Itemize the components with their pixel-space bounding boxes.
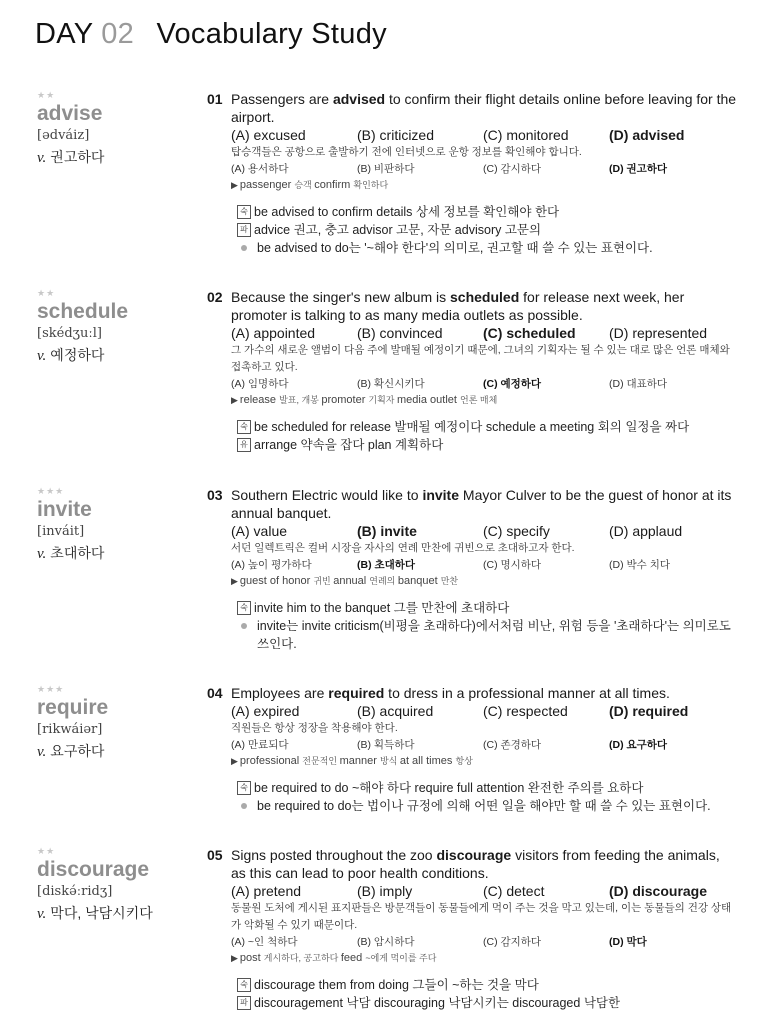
note-text: advice 권고, 충고 advisor 고문, 자문 advisory 고문의	[254, 223, 542, 237]
note-text: be scheduled for release 발매될 예정이다 schedule a meeting 회의 일정을 짜다	[254, 420, 690, 434]
question-number: 02	[207, 289, 223, 305]
note-tag-icon: 파	[237, 223, 251, 237]
answer-option: (C) detect	[483, 883, 545, 899]
definition	[37, 903, 202, 923]
answer-option: (D) applaud	[609, 523, 683, 539]
answer-option: (D) advised	[609, 127, 685, 143]
answer-option: (D) represented	[609, 325, 708, 341]
korean-option: (B) 획득하다	[357, 739, 415, 751]
vocab-notes	[207, 177, 737, 193]
answer-options	[207, 702, 737, 720]
usage-notes	[207, 976, 737, 1012]
vocab-word: professional	[239, 755, 303, 767]
answer-options	[207, 324, 737, 342]
vocab-meaning: 만찬	[440, 576, 459, 586]
pronunciation: [diskə́ːridʒ]	[37, 884, 113, 899]
importance-stars: ★★	[37, 288, 56, 298]
korean-options	[207, 557, 737, 573]
vocab-word: promoter	[321, 394, 369, 406]
usage-note	[237, 976, 737, 994]
word-panel	[37, 90, 202, 167]
answer-option: (A) excused	[231, 127, 306, 143]
vocab-notes	[207, 753, 737, 769]
vocab-meaning: 기획자	[368, 395, 398, 405]
part-of-speech: v.	[37, 150, 47, 166]
note-tag-icon: 숙	[237, 781, 251, 795]
usage-note	[237, 203, 737, 221]
question-panel	[207, 684, 737, 815]
vocab-meaning: 연례의	[369, 576, 398, 586]
korean-option: (D) 권고하다	[609, 163, 668, 175]
vocab-word: banquet	[397, 575, 441, 587]
question-panel	[207, 486, 737, 653]
vocab-meaning: 발표, 개봉	[279, 395, 322, 405]
keyword: scheduled	[450, 289, 520, 305]
answer-options	[207, 882, 737, 900]
korean-options	[207, 161, 737, 177]
meaning: 예정하다	[50, 347, 105, 363]
question	[207, 846, 737, 882]
bullet-icon	[241, 803, 247, 809]
part-of-speech: v.	[37, 546, 47, 562]
importance-stars: ★★	[37, 846, 56, 856]
arrow-icon: ▶	[231, 756, 238, 766]
korean-option: (D) 요구하다	[609, 739, 668, 751]
question-number: 01	[207, 91, 223, 107]
usage-notes	[207, 418, 737, 454]
vocab-word: confirm	[314, 179, 354, 191]
translation: 그 가수의 새로운 앨범이 다음 주에 발매될 예정이기 때문에, 그녀의 기획자는 될 수 있는 대로 많은 언론 매체와 접촉하고 있다.	[231, 344, 730, 373]
korean-option: (A) 만료되다	[231, 739, 289, 751]
note-tag-icon: 숙	[237, 420, 251, 434]
answer-option: (A) appointed	[231, 325, 316, 341]
usage-note	[237, 779, 737, 797]
word-panel	[37, 846, 202, 923]
answer-option: (C) scheduled	[483, 325, 576, 341]
page-title: Vocabulary Study	[156, 18, 387, 50]
note-tag-icon: 파	[237, 996, 251, 1010]
korean-option: (C) 명시하다	[483, 559, 542, 571]
question-panel	[207, 846, 737, 1012]
part-of-speech: v.	[37, 348, 47, 364]
pronunciation: [ədváiz]	[37, 128, 90, 143]
translation: 직원들은 항상 정장을 착용해야 한다.	[231, 722, 398, 734]
korean-option: (B) 초대하다	[357, 559, 416, 571]
headword: require	[37, 696, 109, 719]
usage-note	[237, 599, 737, 617]
answer-option: (D) required	[609, 703, 689, 719]
headword: invite	[37, 498, 92, 521]
question	[207, 486, 737, 522]
korean-option: (B) 확신시키다	[357, 378, 425, 390]
answer-options	[207, 522, 737, 540]
page-header	[35, 18, 387, 51]
question-text: Because the singer's new album is scheduled for release next week, her promoter is talking to as many media outlets as possible.	[231, 289, 685, 323]
bullet-icon	[241, 245, 247, 251]
definition	[37, 543, 202, 563]
meaning: 막다, 낙담시키다	[50, 905, 153, 921]
word-panel	[37, 684, 202, 761]
vocab-word: media outlet	[397, 394, 460, 406]
pronunciation: [inváit]	[37, 524, 85, 539]
question-text: Signs posted throughout the zoo discourage visitors from feeding the animals, as this can lead to poor health conditions.	[231, 847, 720, 881]
pronunciation: [rikwáiər]	[37, 722, 103, 737]
note-text: be required to do는 법이나 규정에 의해 어떤 일을 해야만 할 때 쓸 수 있는 표현이다.	[257, 799, 711, 813]
vocab-word: guest of honor	[239, 575, 314, 587]
answer-option: (C) respected	[483, 703, 568, 719]
vocab-meaning: 방식	[379, 756, 400, 766]
korean-option: (A) ~인 척하다	[231, 936, 298, 948]
vocab-word: release	[239, 394, 280, 406]
day-number: 02	[101, 18, 135, 50]
vocab-word: annual	[333, 575, 370, 587]
usage-notes	[207, 779, 737, 815]
usage-note	[237, 418, 737, 436]
keyword: discourage	[436, 847, 512, 863]
vocab-notes	[207, 573, 737, 589]
vocab-notes	[207, 950, 737, 966]
korean-option: (B) 암시하다	[357, 936, 415, 948]
question	[207, 288, 737, 324]
word-panel	[37, 486, 202, 563]
vocab-notes	[207, 392, 737, 408]
note-text: invite는 invite criticism(비평을 초래하다)에서처럼 비난, 위험 등을 '초래하다'는 의미로도 쓰인다.	[257, 619, 731, 651]
arrow-icon: ▶	[231, 953, 238, 963]
headword: advise	[37, 102, 103, 125]
question-panel	[207, 288, 737, 454]
usage-notes	[207, 599, 737, 653]
importance-stars: ★★★	[37, 684, 65, 694]
importance-stars: ★★★	[37, 486, 65, 496]
vocab-word: feed	[340, 952, 366, 964]
vocab-word: at all times	[399, 755, 456, 767]
importance-stars: ★★	[37, 90, 56, 100]
meaning: 초대하다	[50, 545, 105, 561]
vocab-meaning: 승객	[294, 180, 315, 190]
korean-option: (B) 비판하다	[357, 163, 415, 175]
vocab-meaning: 항상	[455, 756, 473, 766]
translation: 서던 일렉트릭은 컬버 시장을 자사의 연례 만찬에 귀빈으로 초대하고자 한다.	[231, 542, 575, 554]
translation: 탑승객들은 공항으로 출발하기 전에 인터넷으로 운항 정보를 확인해야 합니다.	[231, 146, 582, 158]
vocab-meaning: 전문적인	[302, 756, 340, 766]
answer-option: (B) imply	[357, 883, 413, 899]
part-of-speech: v.	[37, 744, 47, 760]
answer-option: (B) acquired	[357, 703, 434, 719]
korean-option: (C) 예정하다	[483, 378, 542, 390]
note-text: arrange 약속을 잡다 plan 계획하다	[254, 438, 444, 452]
usage-note	[237, 994, 737, 1012]
answer-options	[207, 126, 737, 144]
vocab-word: post	[239, 952, 264, 964]
question-text: Southern Electric would like to invite Mayor Culver to be the guest of honor at its annual banquet.	[231, 487, 732, 521]
korean-option: (C) 감시하다	[483, 163, 542, 175]
korean-option: (A) 임명하다	[231, 378, 289, 390]
question-number: 03	[207, 487, 223, 503]
answer-option: (B) invite	[357, 523, 417, 539]
korean-options	[207, 737, 737, 753]
vocab-word: manner	[339, 755, 380, 767]
note-text: discourage them from doing 그들이 ~하는 것을 막다	[254, 978, 539, 992]
note-text: discouragement 낙담 discouraging 낙담시키는 discouraged 낙담한	[254, 996, 621, 1010]
vocab-meaning: ~에게 먹이를 주다	[365, 953, 437, 963]
note-text: be required to do ~해야 하다 require full attention 완전한 주의를 요하다	[254, 781, 644, 795]
vocab-meaning: 확인하다	[353, 180, 389, 190]
korean-options	[207, 934, 737, 950]
note-text: invite him to the banquet 그를 만찬에 초대하다	[254, 601, 510, 615]
headword: discourage	[37, 858, 150, 881]
note-tag-icon: 숙	[237, 205, 251, 219]
korean-option: (D) 박수 치다	[609, 559, 670, 571]
note-tag-icon: 숙	[237, 978, 251, 992]
question	[207, 684, 737, 702]
keyword: invite	[422, 487, 460, 503]
usage-note	[237, 436, 737, 454]
question	[207, 90, 737, 126]
usage-notes	[207, 203, 737, 257]
answer-option: (B) convinced	[357, 325, 443, 341]
question-text: Employees are required to dress in a professional manner at all times.	[231, 685, 670, 701]
translation: 동물원 도처에 게시된 표지판들은 방문객들이 동물들에게 먹이 주는 것을 막고 있는데, 이는 동물들의 건강 상태가 악화될 수 있기 때문이다.	[231, 902, 732, 931]
arrow-icon: ▶	[231, 180, 238, 190]
definition	[37, 345, 202, 365]
note-tag-icon: 숙	[237, 601, 251, 615]
usage-note	[237, 797, 737, 815]
korean-option: (D) 막다	[609, 936, 647, 948]
usage-note	[237, 617, 737, 653]
pronunciation: [skédʒuːl]	[37, 326, 102, 341]
vocab-meaning: 게시하다, 공고하다	[263, 953, 341, 963]
vocab-meaning: 귀빈	[313, 576, 334, 586]
answer-option: (A) pretend	[231, 883, 302, 899]
note-text: be advised to do는 '~해야 한다'의 의미로, 권고할 때 쓸 수 있는 표현이다.	[257, 241, 653, 255]
day-label: DAY	[35, 18, 93, 50]
question-number: 05	[207, 847, 223, 863]
korean-option: (A) 높이 평가하다	[231, 559, 312, 571]
usage-note	[237, 239, 737, 257]
vocab-meaning: 언론 매체	[460, 395, 498, 405]
headword: schedule	[37, 300, 129, 323]
keyword: advised	[332, 91, 386, 107]
question-panel	[207, 90, 737, 257]
korean-options	[207, 376, 737, 392]
answer-option: (A) expired	[231, 703, 300, 719]
question-text: Passengers are advised to confirm their flight details online before leaving for the airport.	[231, 91, 737, 125]
definition	[37, 147, 202, 167]
korean-option: (D) 대표하다	[609, 378, 668, 390]
korean-option: (A) 용서하다	[231, 163, 289, 175]
vocab-word: passenger	[239, 179, 295, 191]
note-text: be advised to confirm details 상세 정보를 확인해야 한다	[254, 205, 560, 219]
korean-option: (C) 존경하다	[483, 739, 542, 751]
answer-option: (A) value	[231, 523, 288, 539]
korean-option: (C) 감지하다	[483, 936, 542, 948]
meaning: 요구하다	[50, 743, 105, 759]
word-panel	[37, 288, 202, 365]
answer-option: (D) discourage	[609, 883, 708, 899]
definition	[37, 741, 202, 761]
question-number: 04	[207, 685, 223, 701]
usage-note	[237, 221, 737, 239]
answer-option: (B) criticized	[357, 127, 435, 143]
meaning: 권고하다	[50, 149, 105, 165]
keyword: required	[328, 685, 385, 701]
answer-option: (C) monitored	[483, 127, 569, 143]
arrow-icon: ▶	[231, 576, 238, 586]
part-of-speech: v.	[37, 906, 47, 922]
arrow-icon: ▶	[231, 395, 238, 405]
answer-option: (C) specify	[483, 523, 550, 539]
note-tag-icon: 유	[237, 438, 251, 452]
bullet-icon	[241, 623, 247, 629]
